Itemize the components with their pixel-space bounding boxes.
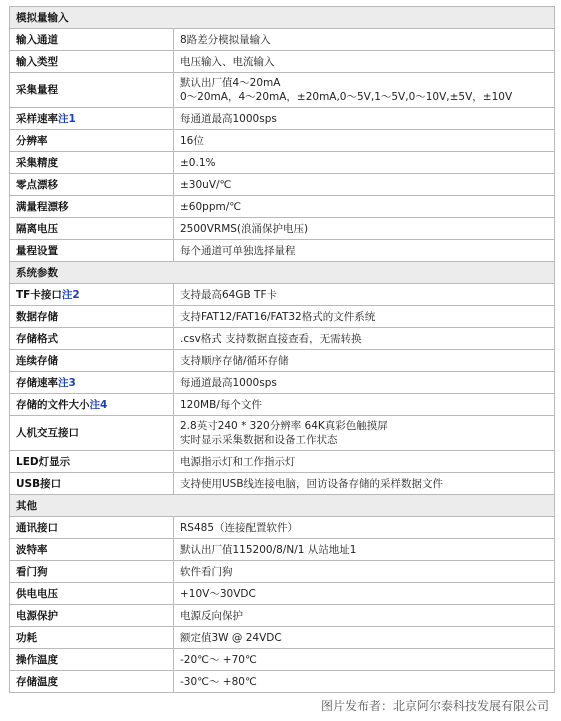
spec-value: -20℃～ +70℃ (180, 653, 257, 666)
spec-value-cell (174, 73, 555, 108)
spec-label-cell (10, 328, 174, 350)
spec-label-cell (10, 284, 174, 306)
spec-label-cell (10, 73, 174, 108)
spec-row (10, 350, 555, 372)
spec-label: 电源保护 (16, 609, 58, 622)
spec-value-cell (174, 328, 555, 350)
spec-value: ±60ppm/℃ (180, 200, 242, 213)
spec-label-cell (10, 130, 174, 152)
spec-label-cell (10, 240, 174, 262)
spec-row (10, 29, 555, 51)
spec-label: LED灯显示 (16, 455, 71, 468)
spec-label-cell (10, 649, 174, 671)
spec-label-cell (10, 561, 174, 583)
spec-label-cell (10, 51, 174, 73)
spec-row (10, 539, 555, 561)
spec-value: -30℃～ +80℃ (180, 675, 257, 688)
spec-label: 操作温度 (16, 653, 58, 666)
spec-value: 支持使用USB线连接电脑，回访设备存储的采样数据文件 (180, 477, 444, 490)
spec-row (10, 372, 555, 394)
section-title: 模拟量输入 (10, 7, 555, 29)
spec-value-cell (174, 240, 555, 262)
section-header (10, 262, 555, 284)
spec-table-body (10, 7, 555, 693)
spec-value: 软件看门狗 (180, 565, 233, 578)
spec-row (10, 605, 555, 627)
spec-value: 电源指示灯和工作指示灯 (180, 455, 296, 468)
spec-label: 零点漂移 (16, 178, 58, 191)
spec-row (10, 51, 555, 73)
spec-row (10, 649, 555, 671)
section-header (10, 7, 555, 29)
spec-label: 隔离电压 (16, 222, 58, 235)
spec-label-cell (10, 539, 174, 561)
spec-label-cell (10, 583, 174, 605)
spec-value-line2: 0～20mA，4～20mA，±20mA,0～5V,1～5V,0～10V,±5V，±10V (180, 91, 513, 103)
spec-value-cell (174, 627, 555, 649)
spec-label-cell (10, 152, 174, 174)
spec-label: 采集精度 (16, 156, 58, 169)
spec-value-cell (174, 451, 555, 473)
spec-value-cell (174, 517, 555, 539)
spec-label-cell (10, 605, 174, 627)
spec-row (10, 196, 555, 218)
spec-value: .csv格式 支持数据直接查看，无需转换 (180, 332, 362, 345)
spec-value-cell (174, 284, 555, 306)
section-title: 系统参数 (10, 262, 555, 284)
spec-label-cell (10, 517, 174, 539)
section-title: 其他 (10, 495, 555, 517)
spec-row (10, 473, 555, 495)
publisher-watermark: 图片发布者：北京阿尔泰科技发展有限公司 (320, 699, 549, 713)
spec-value: 支持顺序存储/循环存储 (180, 354, 289, 367)
spec-value-cell (174, 605, 555, 627)
spec-value: 每个通道可单独选择量程 (180, 244, 296, 257)
spec-label-cell (10, 218, 174, 240)
footnote-link[interactable]: 注3 (58, 376, 76, 389)
spec-value: 电源反向保护 (180, 609, 243, 622)
spec-label-cell (10, 394, 174, 416)
spec-label: 供电电压 (16, 587, 58, 600)
spec-value-cell (174, 539, 555, 561)
spec-value: ±0.1% (180, 156, 216, 169)
spec-value-cell (174, 394, 555, 416)
spec-row (10, 73, 555, 108)
spec-label-cell (10, 451, 174, 473)
spec-label-cell (10, 196, 174, 218)
spec-value-cell (174, 649, 555, 671)
spec-value-cell (174, 671, 555, 693)
spec-value: 默认出厂值4～20mA (180, 77, 281, 89)
spec-label: 通讯接口 (16, 521, 58, 534)
spec-label: TF卡接口 (16, 288, 62, 301)
spec-label-cell (10, 306, 174, 328)
spec-label-cell (10, 350, 174, 372)
spec-value-cell (174, 51, 555, 73)
spec-row (10, 451, 555, 473)
spec-label: 存储速率 (16, 376, 58, 389)
spec-label-cell (10, 416, 174, 451)
spec-value: +10V～30VDC (180, 587, 256, 600)
spec-label: 功耗 (16, 631, 37, 644)
spec-row (10, 108, 555, 130)
spec-table (9, 6, 555, 693)
spec-label: 输入类型 (16, 55, 58, 68)
spec-row (10, 328, 555, 350)
spec-value: 120MB/每个文件 (180, 398, 262, 411)
spec-value-cell (174, 416, 555, 451)
spec-row (10, 416, 555, 451)
spec-label: 看门狗 (16, 565, 48, 578)
spec-value: 支持FAT12/FAT16/FAT32格式的文件系统 (180, 310, 376, 323)
spec-row (10, 152, 555, 174)
spec-label: 存储的文件大小 (16, 398, 90, 411)
footnote-link[interactable]: 注1 (58, 112, 76, 125)
spec-label: 连续存储 (16, 354, 58, 367)
spec-row (10, 394, 555, 416)
spec-row (10, 627, 555, 649)
spec-value: 每通道最高1000sps (180, 376, 277, 389)
footnote-link[interactable]: 注2 (61, 288, 80, 301)
spec-value-cell (174, 372, 555, 394)
spec-label-cell (10, 29, 174, 51)
spec-row (10, 583, 555, 605)
spec-value: ±30uV/℃ (180, 178, 232, 191)
spec-label-cell (10, 627, 174, 649)
spec-label: 人机交互接口 (16, 427, 79, 439)
spec-value: RS485（连接配置软件） (180, 521, 299, 534)
spec-value-cell (174, 473, 555, 495)
spec-value: 8路差分模拟量输入 (180, 33, 271, 46)
spec-label: 分辨率 (16, 134, 48, 147)
spec-label: 满量程漂移 (16, 200, 69, 213)
spec-label: USB接口 (16, 477, 62, 490)
spec-label-cell (10, 174, 174, 196)
spec-value-cell (174, 306, 555, 328)
spec-value-cell (174, 174, 555, 196)
spec-label: 采样速率 (16, 112, 58, 125)
spec-value: 2500VRMS(浪涌保护电压) (180, 222, 309, 235)
spec-value: 2.8英寸240 * 320分辨率 64K真彩色触摸屏 (180, 420, 388, 432)
spec-value: 16位 (180, 134, 204, 147)
spec-value-line2: 实时显示采集数据和设备工作状态 (180, 434, 338, 446)
spec-row (10, 218, 555, 240)
spec-label: 量程设置 (16, 244, 58, 257)
spec-value: 默认出厂值115200/8/N/1 从站地址1 (180, 543, 357, 556)
spec-value-cell (174, 350, 555, 372)
spec-row (10, 174, 555, 196)
spec-value: 电压输入、电流输入 (180, 55, 275, 68)
spec-label: 采集量程 (16, 84, 58, 96)
spec-label: 数据存储 (16, 310, 58, 323)
spec-label: 波特率 (16, 543, 48, 556)
spec-value-cell (174, 196, 555, 218)
spec-value: 支持最高64GB TF卡 (180, 288, 277, 301)
spec-value-cell (174, 561, 555, 583)
section-header (10, 495, 555, 517)
footnote-link[interactable]: 注4 (89, 398, 108, 411)
spec-label-cell (10, 372, 174, 394)
spec-value-cell (174, 152, 555, 174)
spec-value-cell (174, 108, 555, 130)
spec-label-cell (10, 473, 174, 495)
spec-value-cell (174, 29, 555, 51)
spec-label-cell (10, 108, 174, 130)
spec-row (10, 517, 555, 539)
spec-value: 每通道最高1000sps (180, 112, 277, 125)
spec-label: 存储格式 (16, 332, 58, 345)
spec-value: 额定值3W @ 24VDC (180, 631, 282, 644)
spec-label: 存储温度 (16, 675, 58, 688)
spec-row (10, 671, 555, 693)
spec-label-cell (10, 671, 174, 693)
spec-value-cell (174, 130, 555, 152)
spec-row (10, 130, 555, 152)
spec-row (10, 561, 555, 583)
spec-row (10, 240, 555, 262)
spec-label: 输入通道 (16, 33, 58, 46)
spec-row (10, 284, 555, 306)
spec-value-cell (174, 583, 555, 605)
spec-value-cell (174, 218, 555, 240)
spec-row (10, 306, 555, 328)
